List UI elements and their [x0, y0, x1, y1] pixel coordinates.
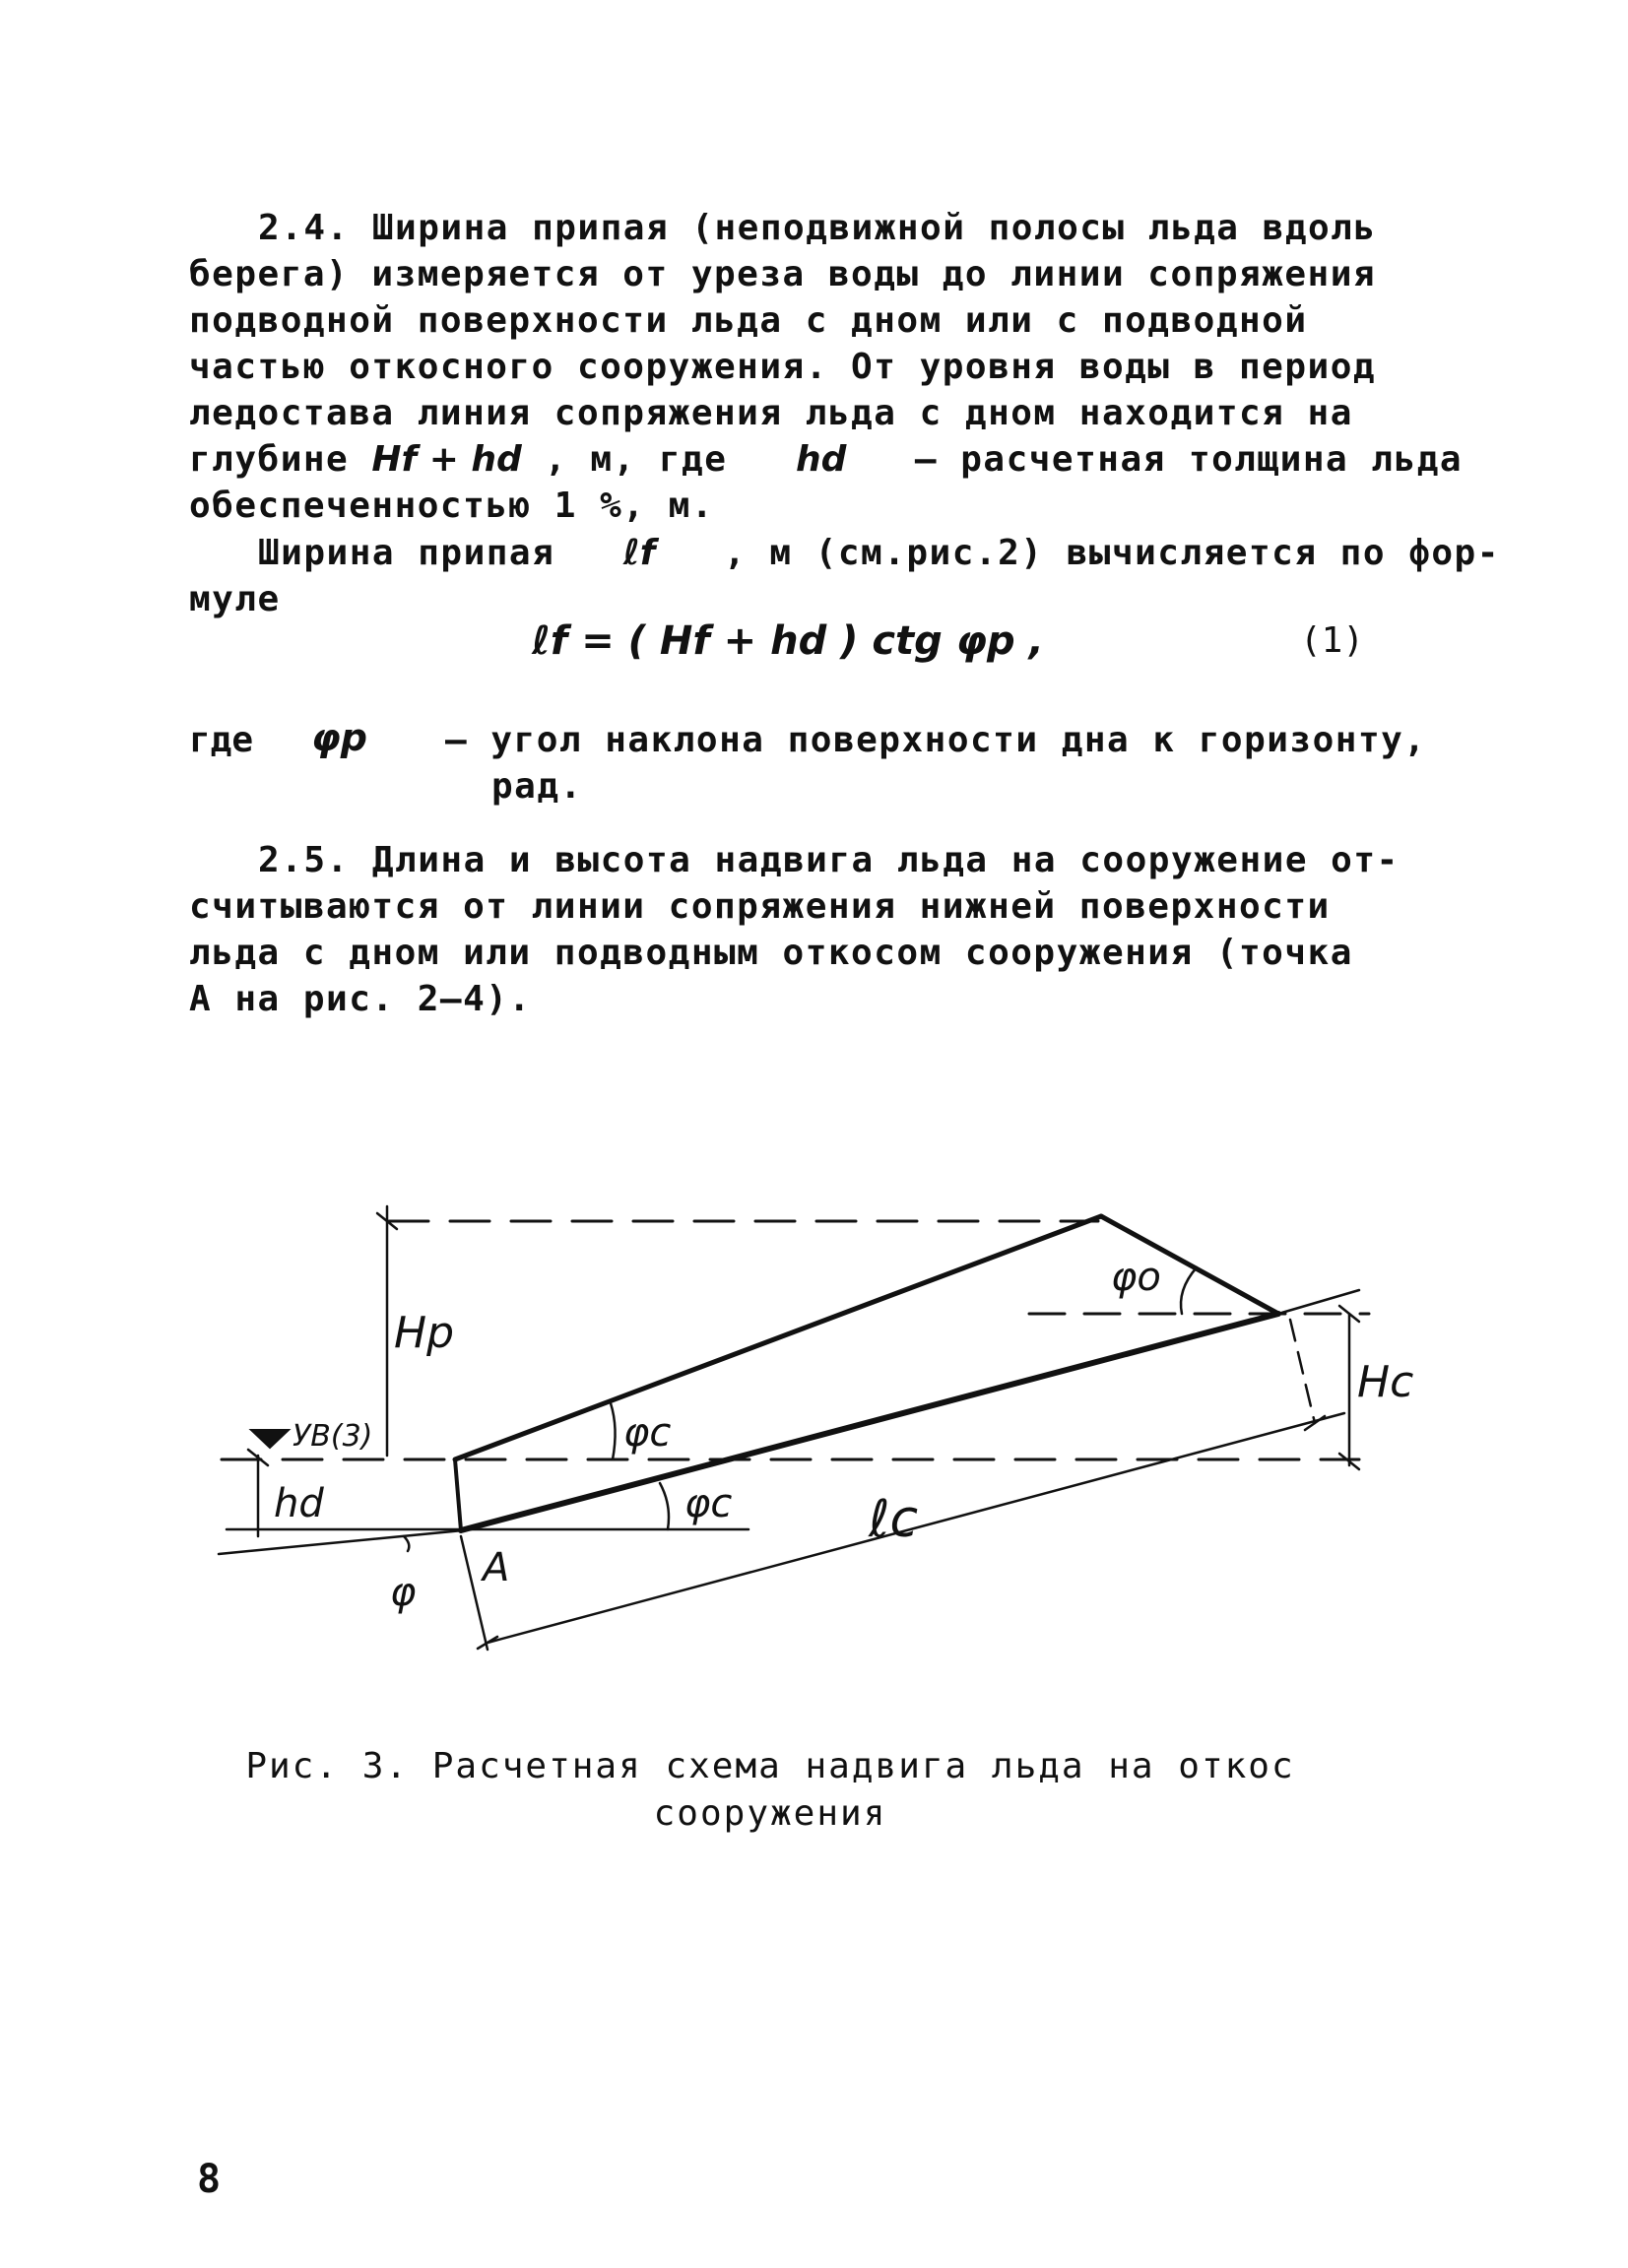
bottom-slope-line	[219, 1530, 463, 1554]
label-phi: φ	[390, 1570, 417, 1615]
phi-arc	[404, 1536, 409, 1551]
figure-caption	[189, 1743, 1351, 1838]
water-level-triangle	[251, 1430, 289, 1448]
phi-c-lower-arc	[660, 1483, 669, 1529]
label-phi-c-lower: φc	[684, 1481, 733, 1526]
label-water-level: УВ(3)	[293, 1419, 373, 1454]
ice-upper-edge	[455, 1216, 1101, 1459]
line6-post: – расчетная толщина льда	[914, 439, 1464, 480]
line6-pre: глубине	[189, 439, 350, 480]
label-hp: Hp	[394, 1308, 455, 1358]
label-hc: Hc	[1357, 1357, 1414, 1407]
phi-c-upper-arc	[611, 1403, 616, 1459]
section-2-4-line-5: ледостава линия сопряжения льда с дном находится на	[189, 393, 1353, 433]
lc-extension-tip	[1290, 1320, 1315, 1423]
label-phi-o: φo	[1111, 1255, 1161, 1300]
where-word: где	[189, 720, 254, 760]
where-definition-cont: рад.	[491, 766, 583, 807]
where-symbol: φp	[311, 716, 367, 759]
line6-mid: , м, где	[545, 439, 728, 480]
section-2-4-line-3: подводной поверхности льда с дном или с подводной	[189, 300, 1308, 341]
section-2-5-line-4: А на рис. 2–4).	[189, 979, 532, 1019]
caption-line-1: Рис. 3. Расчетная схема надвига льда на откос	[245, 1746, 1295, 1786]
label-phi-c-upper: φc	[623, 1410, 672, 1456]
width-line-2: муле	[189, 579, 281, 619]
where-definition: – угол наклона поверхности дна к горизонту,	[445, 720, 1427, 760]
slope-extension	[1278, 1290, 1359, 1314]
width-symbol: ℓf	[622, 533, 656, 573]
section-2-4-line-2: берега) измеряется от уреза воды до линии сопряжения	[189, 254, 1377, 294]
section-2-4-line-7: обеспеченностью 1 %, м.	[189, 486, 714, 526]
line6-sym: hd	[795, 439, 847, 480]
phi-o-arc	[1181, 1267, 1197, 1314]
section-2-4-line-4: частью откосного сооружения. От уровня воды в период	[189, 347, 1377, 387]
width-post: , м (см.рис.2) вычисляется по фор-	[723, 533, 1500, 573]
ice-vertical-edge	[455, 1459, 461, 1530]
section-2-5-line-1: 2.5. Длина и высота надвига льда на сооружение от-	[258, 840, 1400, 880]
line6-expr: Hf + hd	[371, 439, 522, 480]
label-hd: hd	[274, 1481, 324, 1526]
caption-line-2: сооружения	[653, 1793, 887, 1834]
formula-number: (1)	[1300, 620, 1365, 661]
section-2-4-line-1: 2.4. Ширина припая (неподвижной полосы льда вдоль	[258, 208, 1377, 248]
section-2-5-line-3: льда с дном или подводным откосом сооружения (точка	[189, 933, 1353, 973]
formula-expression: ℓf = ( Hf + hd ) ctg φp ,	[532, 618, 1044, 664]
page-number: 8	[197, 2157, 222, 2202]
section-2-5-line-2: считываются от линии сопряжения нижней поверхности	[189, 886, 1331, 927]
label-point-a: A	[483, 1545, 510, 1590]
width-pre: Ширина припая	[258, 533, 555, 573]
label-lc: ℓc	[869, 1490, 919, 1549]
